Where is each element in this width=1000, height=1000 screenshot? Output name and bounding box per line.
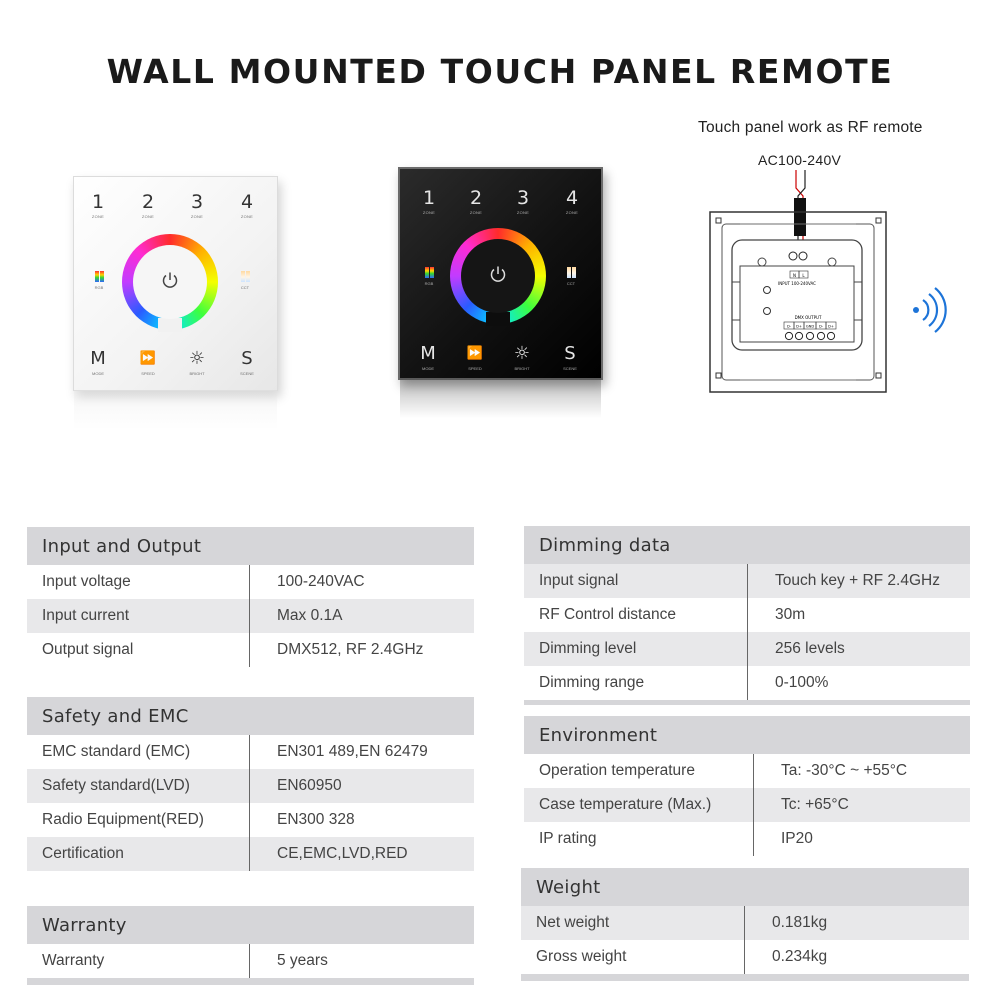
- power-icon[interactable]: [160, 270, 180, 290]
- table-title: Input and Output: [27, 527, 474, 565]
- rgb-label: RGB: [94, 285, 104, 290]
- table-row: [524, 788, 970, 822]
- zone-2-button[interactable]: [133, 191, 163, 219]
- zone-4-button[interactable]: [557, 187, 587, 215]
- input-terminal-l: L: [802, 273, 805, 278]
- cct-button[interactable]: [562, 267, 580, 286]
- row-value: EN60950: [277, 777, 342, 794]
- rgb-icon: [90, 271, 108, 282]
- table-footer-bar: [27, 978, 474, 985]
- table-row: [27, 803, 474, 837]
- zone-3-button[interactable]: [182, 191, 212, 219]
- row-key: IP rating: [524, 822, 754, 856]
- panel-reflection: [74, 390, 277, 430]
- row-value: 100-240VAC: [277, 573, 365, 590]
- row-value: 0.234kg: [772, 948, 828, 965]
- speed-button[interactable]: [133, 349, 163, 376]
- table-footer-bar: [524, 700, 970, 705]
- scene-icon: S: [564, 343, 576, 364]
- zone-1-button[interactable]: [83, 191, 113, 219]
- environment-table: [524, 716, 970, 856]
- scene-label: SCENE: [563, 366, 577, 371]
- row-value: CE,EMC,LVD,RED: [277, 845, 408, 862]
- speed-label: SPEED: [141, 371, 155, 376]
- row-value: 5 years: [277, 952, 328, 969]
- table-row: [524, 632, 970, 666]
- row-value: 30m: [775, 606, 806, 623]
- table-footer-bar: [521, 974, 969, 981]
- cct-button[interactable]: [236, 271, 254, 290]
- bright-label: BRIGHT: [189, 371, 205, 376]
- table-title: Safety and EMC: [27, 697, 474, 735]
- dmx-output-label: DMX OUTPUT: [794, 315, 822, 320]
- cct-icon: [236, 271, 254, 282]
- wireless-signal-icon: [913, 288, 946, 332]
- table-row: [27, 599, 474, 633]
- zone-2-button[interactable]: [461, 187, 491, 215]
- zone-number: 4: [565, 187, 579, 209]
- zone-number: 2: [141, 191, 155, 213]
- zone-number: 3: [516, 187, 530, 209]
- bright-button[interactable]: [182, 349, 212, 376]
- speed-label: SPEED: [468, 366, 482, 371]
- zone-number: 4: [240, 191, 254, 213]
- power-icon[interactable]: [488, 264, 508, 284]
- zone-1-button[interactable]: [414, 187, 444, 215]
- row-key: Radio Equipment(RED): [27, 803, 250, 837]
- speed-button[interactable]: [460, 344, 490, 371]
- table-row: [27, 735, 474, 769]
- row-value: 0-100%: [775, 674, 829, 691]
- row-key: Operation temperature: [524, 754, 754, 788]
- dmx-terminal: GND: [805, 324, 815, 329]
- row-value: Max 0.1A: [277, 607, 343, 624]
- zone-label: ZONE: [141, 214, 155, 219]
- table-row: [27, 837, 474, 871]
- cct-label: CCT: [240, 285, 250, 290]
- row-value: EN301 489,EN 62479: [277, 743, 428, 760]
- row-key: Certification: [27, 837, 250, 871]
- dmx-terminal: D+: [796, 324, 802, 329]
- table-title: Warranty: [27, 906, 474, 944]
- brightness-icon: ☼: [188, 348, 206, 369]
- input-output-table: [27, 527, 474, 667]
- table-row: [27, 565, 474, 599]
- row-key: Output signal: [27, 633, 250, 667]
- mode-label: MODE: [92, 371, 104, 376]
- mode-label: MODE: [422, 366, 434, 371]
- row-key: Gross weight: [521, 940, 745, 974]
- zone-label: ZONE: [469, 210, 483, 215]
- row-key: Warranty: [27, 944, 250, 978]
- panel-reflection: [400, 378, 601, 418]
- rgb-icon: [420, 267, 438, 278]
- zone-number: 1: [422, 187, 436, 209]
- dimming-data-table: [524, 526, 970, 705]
- bright-label: BRIGHT: [514, 366, 530, 371]
- row-key: EMC standard (EMC): [27, 735, 250, 769]
- power-supply-label: AC100-240V: [758, 152, 842, 168]
- row-key: Net weight: [521, 906, 745, 940]
- page-title: WALL MOUNTED TOUCH PANEL REMOTE: [106, 52, 894, 91]
- row-key: Input voltage: [27, 565, 250, 599]
- zone-4-button[interactable]: [232, 191, 262, 219]
- zone-number: 2: [469, 187, 483, 209]
- row-value: 0.181kg: [772, 914, 828, 931]
- row-value: Ta: -30°C ~ +55°C: [781, 762, 908, 779]
- row-key: Input signal: [524, 564, 748, 598]
- zone-number: 3: [190, 191, 204, 213]
- zone-3-button[interactable]: [508, 187, 538, 215]
- zone-label: ZONE: [190, 214, 204, 219]
- color-wheel-ring[interactable]: [450, 228, 546, 324]
- table-row: [524, 564, 970, 598]
- row-value: Touch key + RF 2.4GHz: [775, 572, 940, 589]
- zone-label: ZONE: [516, 210, 530, 215]
- scene-icon: S: [241, 348, 253, 369]
- row-value: EN300 328: [277, 811, 355, 828]
- cct-label: CCT: [566, 281, 576, 286]
- row-value: Tc: +65°C: [781, 796, 849, 813]
- dmx-terminal: D+: [828, 324, 834, 329]
- row-key: Safety standard(LVD): [27, 769, 250, 803]
- zone-number: 1: [91, 191, 105, 213]
- rgb-button[interactable]: [420, 267, 438, 286]
- row-value: IP20: [781, 830, 813, 847]
- zone-label: ZONE: [91, 214, 105, 219]
- cct-icon: [562, 267, 580, 278]
- warranty-table: [27, 906, 474, 985]
- wiring-diagram: [700, 170, 960, 400]
- table-row: [524, 822, 970, 856]
- color-wheel-ring[interactable]: [122, 234, 218, 330]
- table-row: [27, 944, 474, 978]
- row-key: Dimming range: [524, 666, 748, 700]
- weight-table: [521, 868, 969, 981]
- mode-icon: M: [420, 343, 436, 364]
- mode-icon: M: [90, 348, 106, 369]
- scene-label: SCENE: [240, 371, 254, 376]
- zone-label: ZONE: [565, 210, 579, 215]
- mode-button[interactable]: [413, 344, 443, 371]
- input-terminal-n: N: [793, 273, 796, 278]
- mode-button[interactable]: [83, 349, 113, 376]
- speed-icon: ⏩: [139, 351, 157, 366]
- scene-button[interactable]: [232, 349, 262, 376]
- row-value: DMX512, RF 2.4GHz: [277, 641, 424, 658]
- row-key: Dimming level: [524, 632, 748, 666]
- zone-label: ZONE: [240, 214, 254, 219]
- row-key: Input current: [27, 599, 250, 633]
- dmx-terminal: D-: [786, 324, 792, 329]
- table-title: Dimming data: [524, 526, 970, 564]
- table-row: [521, 940, 969, 974]
- rgb-label: RGB: [424, 281, 434, 286]
- safety-emc-table: [27, 697, 474, 871]
- row-value: 256 levels: [775, 640, 845, 657]
- table-title: Weight: [521, 868, 969, 906]
- white-touch-panel: [73, 176, 278, 391]
- table-row: [27, 769, 474, 803]
- table-row: [27, 633, 474, 667]
- rgb-button[interactable]: [90, 271, 108, 290]
- table-row: [521, 906, 969, 940]
- row-key: RF Control distance: [524, 598, 748, 632]
- black-touch-panel: [398, 167, 603, 380]
- table-row: [524, 666, 970, 700]
- row-key: Case temperature (Max.): [524, 788, 754, 822]
- diagram-caption: Touch panel work as RF remote: [698, 119, 923, 136]
- table-row: [524, 754, 970, 788]
- input-label: INPUT 100-240VAC: [778, 281, 816, 286]
- table-title: Environment: [524, 716, 970, 754]
- zone-label: ZONE: [422, 210, 436, 215]
- speed-icon: ⏩: [466, 346, 484, 361]
- scene-button[interactable]: [555, 344, 585, 371]
- brightness-icon: ☼: [513, 343, 531, 364]
- dmx-terminal: D-: [818, 324, 824, 329]
- bright-button[interactable]: [507, 344, 537, 371]
- table-row: [524, 598, 970, 632]
